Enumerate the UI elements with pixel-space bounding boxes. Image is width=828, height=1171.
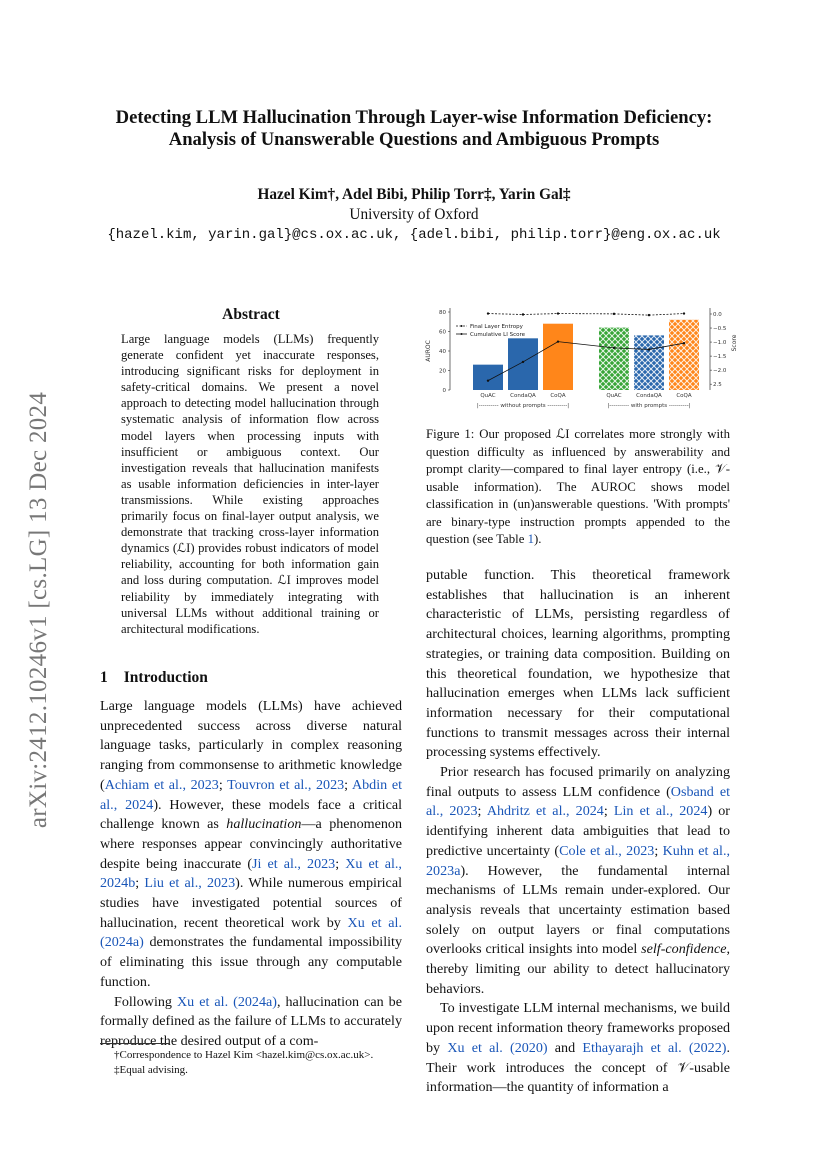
citation-link[interactable]: Ji et al., 2023 [252,855,336,872]
intro-paragraph-4: Prior research has focused primarily on analyzing final outputs to assess LLM confidence (Osband et al., 2023; Ahdritz et al., 2024; Lin et al., 2024) or identifying inherent data ambiguities that lead to predictive uncertainty (Cole et al., 2023; Kuhn et al., 2023a). However, the fundamental internal mechanisms of LLMs remain under-explored. Our analysis reveals that uncertainty estimation based solely on output layers or final computations overlooks critical insights into model self-confidence, thereby limiting our ability to detect hallucinatory behaviors. [426,764,730,997]
intro-paragraph-2: Following Xu et al. (2024a), hallucination can be formally defined as the failure of LLMs to accurately reproduce the desired output of a com- [100,993,402,1049]
footnote-correspondence: †Correspondence to Hazel Kim <hazel.kim@cs.ox.ac.uk>. [114,1049,374,1061]
citation-link[interactable]: Ahdritz et al., 2024 [486,803,604,820]
series-point [557,312,559,314]
x-tick-label: CoQA [550,393,566,399]
series-point [613,347,615,349]
figure-1-caption: Figure 1: Our proposed ℒI correlates more strongly with question difficulty as influenced by answerability and prompt clarity—compared to final layer entropy (i.e., 𝒱-usable information). The AUROC shows model classification in (un)answerable questions. 'With prompts' are binary-type instruction prompts appended to the question (see Table 1). [426,427,730,546]
y2-tick-label: −0.5 [713,326,727,333]
x-tick-label: CoQA [676,393,692,399]
paper-title [80,107,748,151]
bar [508,338,538,390]
group-label: |---------- without prompts ----------| [476,403,570,409]
series-line [488,314,684,316]
y2-tick-label: −2.0 [713,368,727,375]
citation-link[interactable]: Xu et al. (2020) [447,1039,548,1056]
footnotes [100,1048,402,1078]
intro-right-column [426,566,730,1098]
series-point [522,361,524,363]
figure-1 [420,300,740,423]
citation-link[interactable]: Touvron et al., 2023 [227,776,345,793]
author-emails: {hazel.kim, yarin.gal}@cs.ox.ac.uk, {adel.bibi, philip.torr}@eng.ox.ac.uk [107,227,721,243]
citation-link[interactable]: Abdin et al., 2024 [100,776,402,813]
citation-link[interactable]: Osband et al., 2023 [426,783,730,820]
y-tick-label: 0 [442,388,446,394]
citation-link[interactable]: Xu et al., 2024b [100,855,402,892]
x-tick-label: QuAC [606,393,622,399]
y-axis-label: AUROC [425,340,432,362]
arxiv-id: arXiv:2412.10246v1 [cs.LG] 13 Dec 2024 [25,391,52,829]
series-point [613,313,615,315]
series-point [683,342,685,344]
series-point [522,313,524,315]
intro-paragraph-1: Large language models (LLMs) have achieved unprecedented success across diverse natural language tasks, particularly in complex reasoning ranging from commonsense to arithmetic knowledge (Achiam et al., 2023; Touvron et al., 2023; Abdin et al., 2024). However, these models face a critical challenge known as hallucination—a phenomenon where responses appear convincingly authoritative despite being inaccurate (Ji et al., 2023; Xu et al., 2024b; Liu et al., 2023). While numerous empirical studies have investigated potential sources of hallucination, recent theoretical work by Xu et al. (2024a) demonstrates the fundamental impossibility of eliminating this issue through any computable function. [100,698,403,990]
bar [473,365,503,390]
y2-tick-label: 0.0 [713,312,722,318]
citation-link[interactable]: Xu et al. (2024a) [176,993,277,1010]
bar [543,324,573,390]
citation-link[interactable]: Kuhn et al., 2023a [426,842,730,879]
figure-1-chart [420,300,740,418]
series-point [487,379,489,381]
series-point [557,340,559,342]
footnote-rule [100,1043,170,1044]
legend-marker [461,325,463,327]
y-tick-label: 40 [439,349,446,355]
abstract-heading: Abstract [222,306,280,323]
arxiv-sidebar-stamp [14,350,64,870]
section-number: 1 [100,669,108,686]
y2-tick-label: 2.5 [713,382,722,389]
bar-hatch [669,320,699,390]
abstract-body [121,331,379,637]
affiliation: University of Oxford [349,206,479,223]
bar-hatch [634,335,664,390]
intro-left-column [100,697,402,1052]
y2-tick-label: −1.5 [713,354,727,361]
title-line-1: Detecting LLM Hallucination Through Layer-wise Information Deficiency: [115,107,713,128]
citation-link[interactable]: Cole et al., 2023 [559,842,655,859]
section-title: Introduction [123,669,208,686]
intro-paragraph-3: putable function. This theoretical framework establishes that hallucination is an inherent characteristic of LLMs, persisting regardless of architectural choices, learning algorithms, prompting strategies, or training data composition. Building on this theoretical foundation, we hypothesize that hallucination emerges when LLMs lack sufficient information necessary for their computational functions to transmit messages across their internal processing systems effectively. [426,567,730,761]
series-point [487,312,489,314]
legend-label: Final Layer Entropy [470,324,523,330]
x-tick-label: CondaQA [510,393,536,399]
series-point [648,314,650,316]
footnote-equal-advising: ‡Equal advising. [114,1064,188,1076]
citation-link[interactable]: Achiam et al., 2023 [104,776,219,793]
y2-tick-label: −1.0 [713,340,727,347]
author-block [80,185,748,245]
legend-marker [461,333,463,335]
legend-label: Cumulative LI Score [470,332,525,338]
citation-link[interactable]: Xu et al. (2024a) [100,914,402,951]
bar-hatch [599,328,629,390]
citation-link[interactable]: Ethayarajh et al. (2022) [582,1039,727,1056]
x-tick-label: QuAC [480,393,496,399]
table-reference-link[interactable]: 1 [527,532,534,546]
citation-link[interactable]: Liu et al., 2023 [144,875,236,892]
citation-link[interactable]: Lin et al., 2024 [613,803,708,820]
series-point [648,348,650,350]
x-tick-label: CondaQA [636,393,662,399]
y-tick-label: 20 [439,368,446,375]
section-heading-introduction [100,669,208,687]
author-names: Hazel Kim†, Adel Bibi, Philip Torr‡, Yarin Gal‡ [257,186,571,203]
intro-paragraph-5: To investigate LLM internal mechanisms, we build upon recent information theory frameworks proposed by Xu et al. (2020) and Ethayarajh et al. (2022). Their work introduces the concept of 𝒱-usable information—the quantity of information a [426,1000,730,1096]
group-label: |---------- with prompts ----------| [607,403,691,409]
y-tick-label: 80 [439,310,446,316]
title-line-2: Analysis of Unanswerable Questions and Ambiguous Prompts [168,129,660,150]
series-point [683,312,685,314]
y2-axis-label: Score [731,334,738,352]
abstract-text: Large language models (LLMs) frequently generate confident yet inaccurate responses, introducing significant risks for deployment in safety-critical domains. We present a novel approach to detecting model hallucination through systematic analysis of information flow across model layers when processing inputs with insufficient or ambiguous context. Our investigation reveals that hallucination manifests as usable information deficiencies in inter-layer transmissions. While existing approaches primarily focus on final-layer output analysis, we demonstrate that tracking cross-layer information dynamics (ℒI) provides robust indicators of model reliability, accounting for both information gain and loss during computation. ℒI improves model reliability by immediately integrating with universal LLMs without additional training or architectural modifications. [121,332,379,636]
y-tick-label: 60 [439,329,446,336]
